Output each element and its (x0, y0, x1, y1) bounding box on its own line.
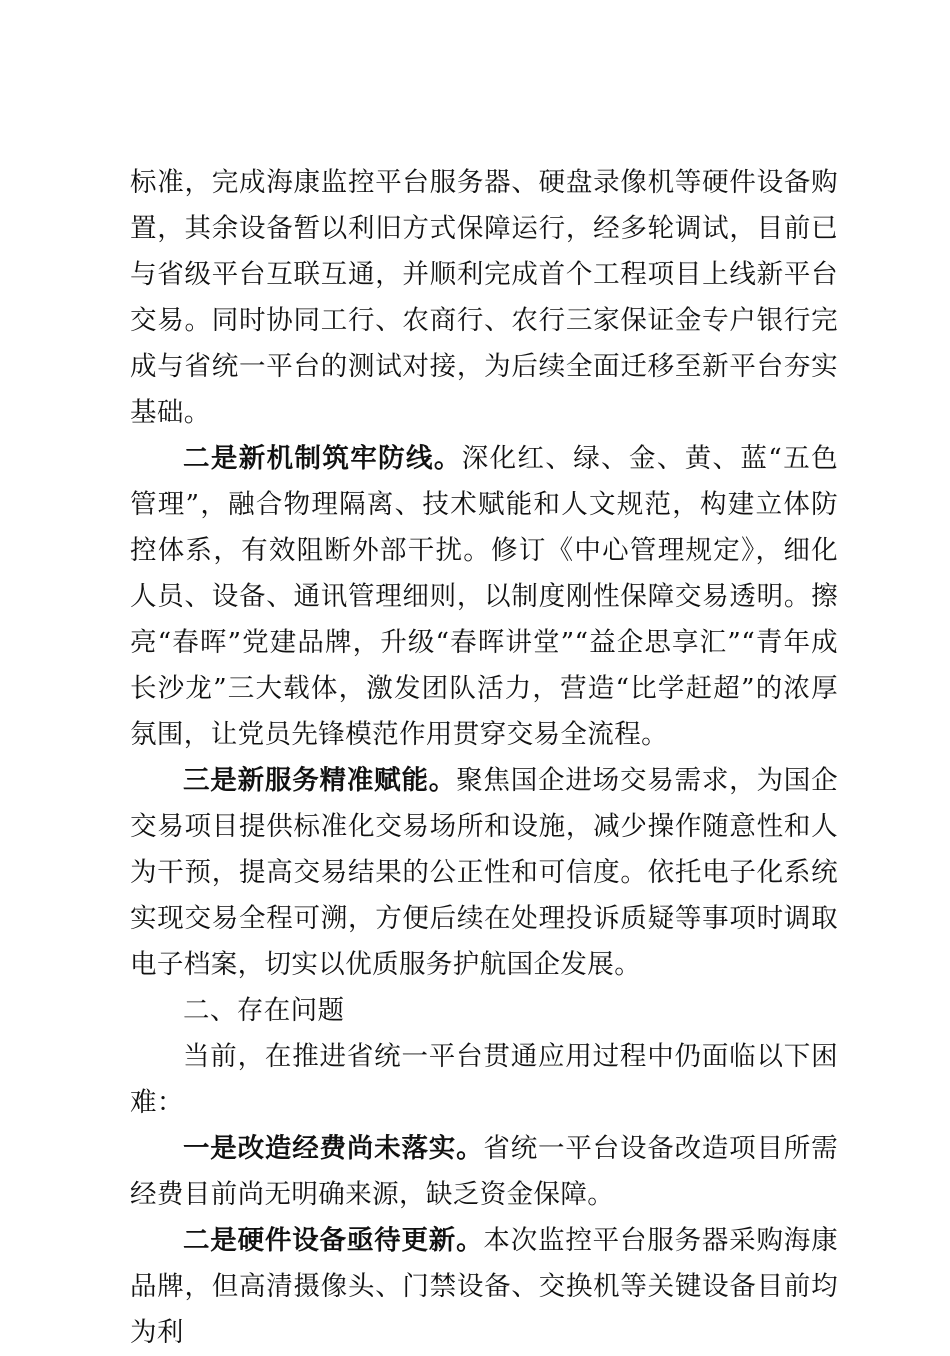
paragraph-text: 本次监控平台服务器采购海康品牌，但高清摄像头、门禁设备、交换机等关键设备目前均为利 (130, 1225, 839, 1348)
paragraph-lead: 三是新服务精准赋能。 (183, 765, 457, 796)
funding-issue-paragraph (130, 1126, 838, 1218)
paragraph-lead: 二是新机制筑牢防线。 (183, 443, 462, 474)
mechanism-paragraph (130, 436, 838, 758)
paragraph-lead: 一是改造经费尚未落实。 (183, 1133, 484, 1164)
paragraph-text: 省统一平台设备改造项目所需经费目前尚无明确来源，缺乏资金保障。 (130, 1133, 839, 1210)
section-heading: 二、存在问题 (183, 995, 345, 1026)
service-paragraph (130, 758, 838, 988)
paragraph-text: 标准，完成海康监控平台服务器、硬盘录像机等硬件设备购置，其余设备暂以利旧方式保障运行，经多轮调试，目前已与省级平台互联互通，并顺利完成首个工程项目上线新平台交易。同时协同工行、农商行、农行三家保证金专户银行完成与省统一平台的测试对接，为后续全面迁移至新平台夯实基础。 (130, 167, 838, 428)
continuation-paragraph (130, 160, 838, 436)
paragraph-lead: 二是硬件设备亟待更新。 (183, 1225, 484, 1256)
paragraph-text: 当前，在推进省统一平台贯通应用过程中仍面临以下困难： (130, 1041, 838, 1118)
document-body (130, 160, 838, 1356)
intro-paragraph (130, 1034, 838, 1126)
hardware-issue-paragraph (130, 1218, 838, 1356)
paragraph-text: 聚焦国企进场交易需求，为国企交易项目提供标准化交易场所和设施，减少操作随意性和人为干预，提高交易结果的公正性和可信度。依托电子化系统实现交易全程可溯，方便后续在处理投诉质疑等事项时调取电子档案，切实以优质服务护航国企发展。 (130, 765, 839, 980)
paragraph-text: 深化红、绿、金、黄、蓝“五色管理”，融合物理隔离、技术赋能和人文规范，构建立体防控体系，有效阻断外部干扰。修订《中心管理规定》，细化人员、设备、通讯管理细则，以制度刚性保障交易透明。擦亮“春晖”党建品牌，升级“春晖讲堂”“益企思享汇”“青年成长沙龙”三大载体，激发团队活力，营造“比学赶超”的浓厚氛围，让党员先锋模范作用贯穿交易全流程。 (130, 443, 838, 750)
